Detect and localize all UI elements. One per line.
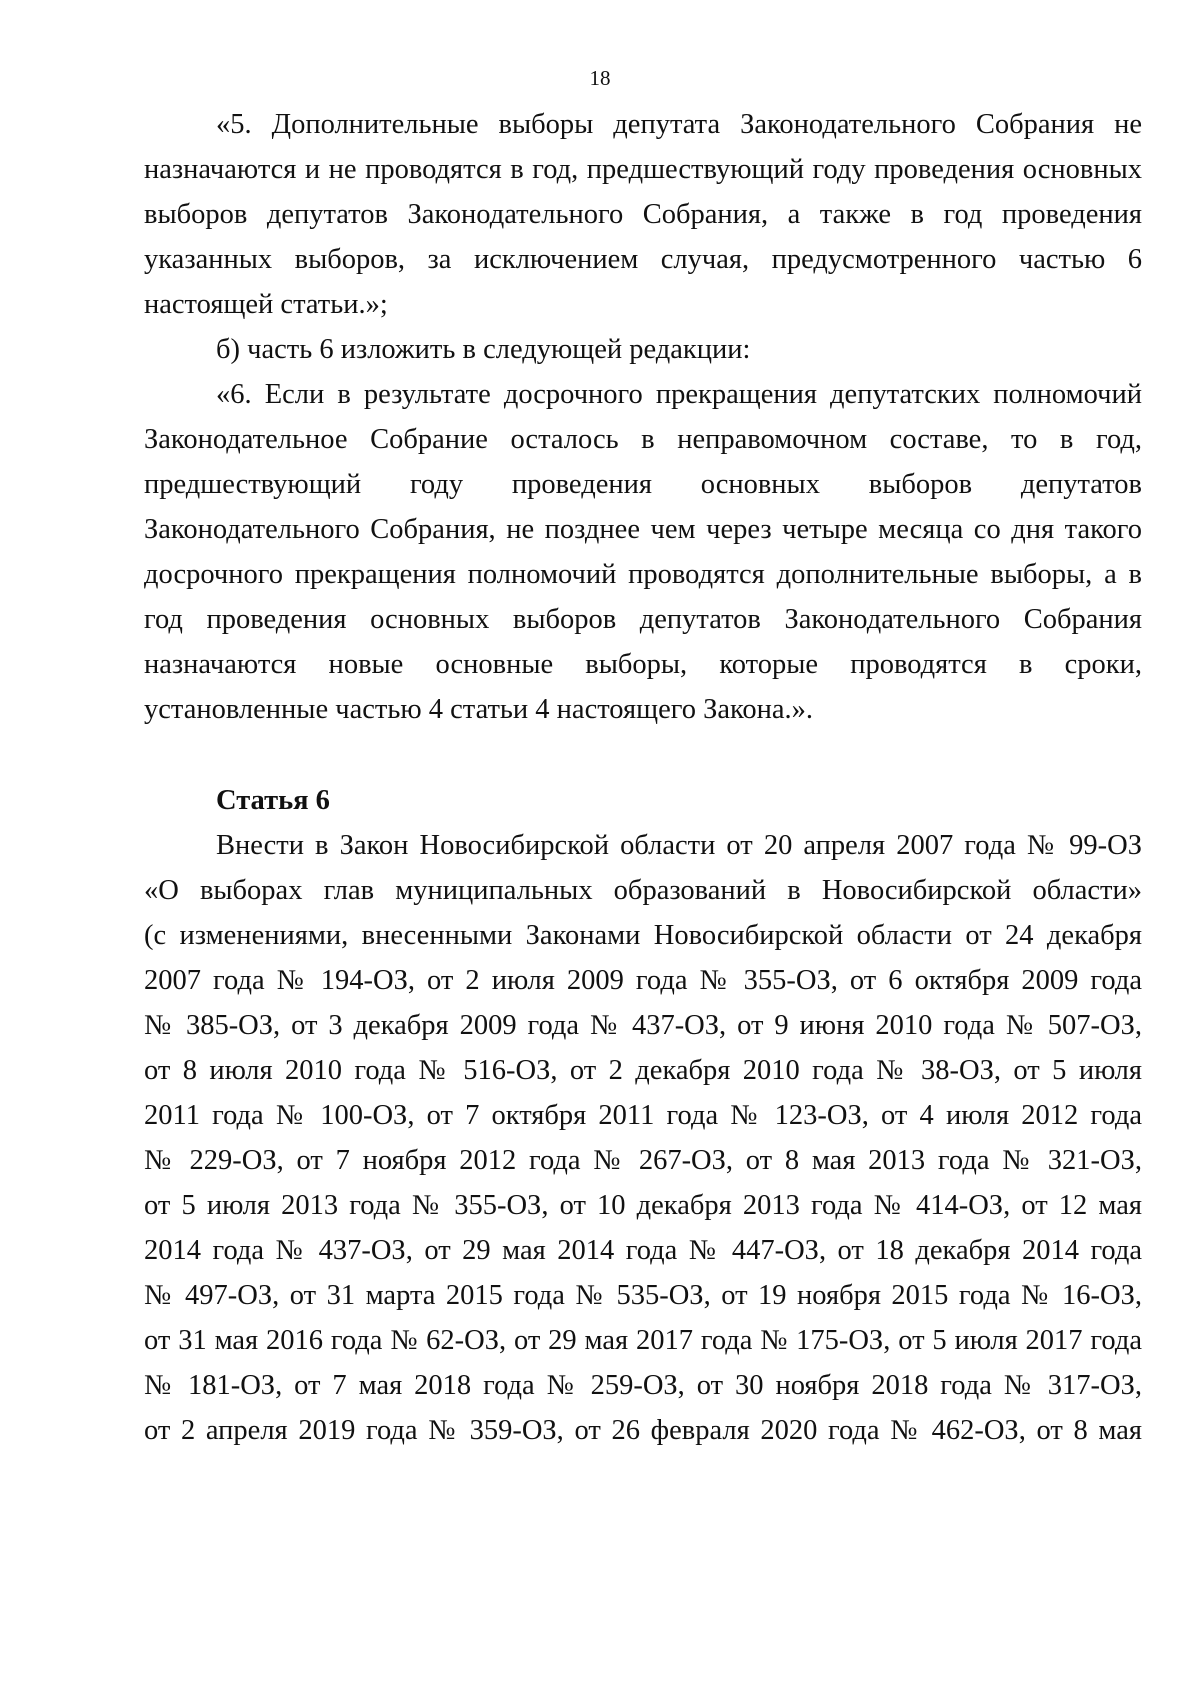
page-number: 18 <box>589 66 611 90</box>
text-line: назначаются новые основные выборы, которые проводятся в сроки, <box>144 649 1142 680</box>
text-line: 2011 года № 100-ОЗ, от 7 октября 2011 года № 123-ОЗ, от 4 июля 2012 года <box>144 1100 1142 1131</box>
text-line: настоящей статьи.»; <box>144 289 388 320</box>
text-line: указанных выборов, за исключением случая, предусмотренного частью 6 <box>144 244 1142 275</box>
text-line: 2007 года № 194-ОЗ, от 2 июля 2009 года № 355-ОЗ, от 6 октября 2009 года <box>144 965 1142 996</box>
text-line: от 31 мая 2016 года № 62-ОЗ, от 29 мая 2017 года № 175-ОЗ, от 5 июля 2017 года <box>144 1325 1142 1356</box>
text-line: от 2 апреля 2019 года № 359-ОЗ, от 26 февраля 2020 года № 462-ОЗ, от 8 мая <box>144 1415 1142 1446</box>
text-line: «6. Если в результате досрочного прекращения депутатских полномочий <box>216 379 1142 410</box>
text-line: Законодательное Собрание осталось в неправомочном составе, то в год, <box>144 424 1142 455</box>
text-line: назначаются и не проводятся в год, предшествующий году проведения основных <box>144 154 1142 185</box>
text-line: досрочного прекращения полномочий проводятся дополнительные выборы, а в <box>144 559 1142 590</box>
text-line: (с изменениями, внесенными Законами Новосибирской области от 24 декабря <box>144 920 1142 951</box>
text-line: № 181-ОЗ, от 7 мая 2018 года № 259-ОЗ, от 30 ноября 2018 года № 317-ОЗ, <box>144 1370 1142 1401</box>
text-line: № 497-ОЗ, от 31 марта 2015 года № 535-ОЗ, от 19 ноября 2015 года № 16-ОЗ, <box>144 1280 1142 1311</box>
text-line: б) часть 6 изложить в следующей редакции: <box>216 334 751 365</box>
text-line: установленные частью 4 статьи 4 настоящего Закона.». <box>144 694 814 725</box>
text-line: 2014 года № 437-ОЗ, от 29 мая 2014 года № 447-ОЗ, от 18 декабря 2014 года <box>144 1235 1142 1266</box>
text-line: от 5 июля 2013 года № 355-ОЗ, от 10 декабря 2013 года № 414-ОЗ, от 12 мая <box>144 1190 1142 1221</box>
text-line: выборов депутатов Законодательного Собрания, а также в год проведения <box>144 199 1142 230</box>
text-line: «5. Дополнительные выборы депутата Законодательного Собрания не <box>216 109 1142 140</box>
text-line: «О выборах глав муниципальных образований в Новосибирской области» <box>144 875 1142 906</box>
article-heading: Статья 6 <box>216 785 330 816</box>
text-line: от 8 июля 2010 года № 516-ОЗ, от 2 декабря 2010 года № 38-ОЗ, от 5 июля <box>144 1055 1142 1086</box>
text-line: № 229-ОЗ, от 7 ноября 2012 года № 267-ОЗ, от 8 мая 2013 года № 321-ОЗ, <box>144 1145 1142 1176</box>
text-line: Законодательного Собрания, не позднее чем через четыре месяца со дня такого <box>144 514 1142 545</box>
text-line: Внести в Закон Новосибирской области от 20 апреля 2007 года № 99-ОЗ <box>216 830 1142 861</box>
text-line: предшествующий году проведения основных выборов депутатов <box>144 469 1142 500</box>
text-line: год проведения основных выборов депутатов Законодательного Собрания <box>144 604 1142 635</box>
text-line: № 385-ОЗ, от 3 декабря 2009 года № 437-ОЗ, от 9 июня 2010 года № 507-ОЗ, <box>144 1010 1142 1041</box>
